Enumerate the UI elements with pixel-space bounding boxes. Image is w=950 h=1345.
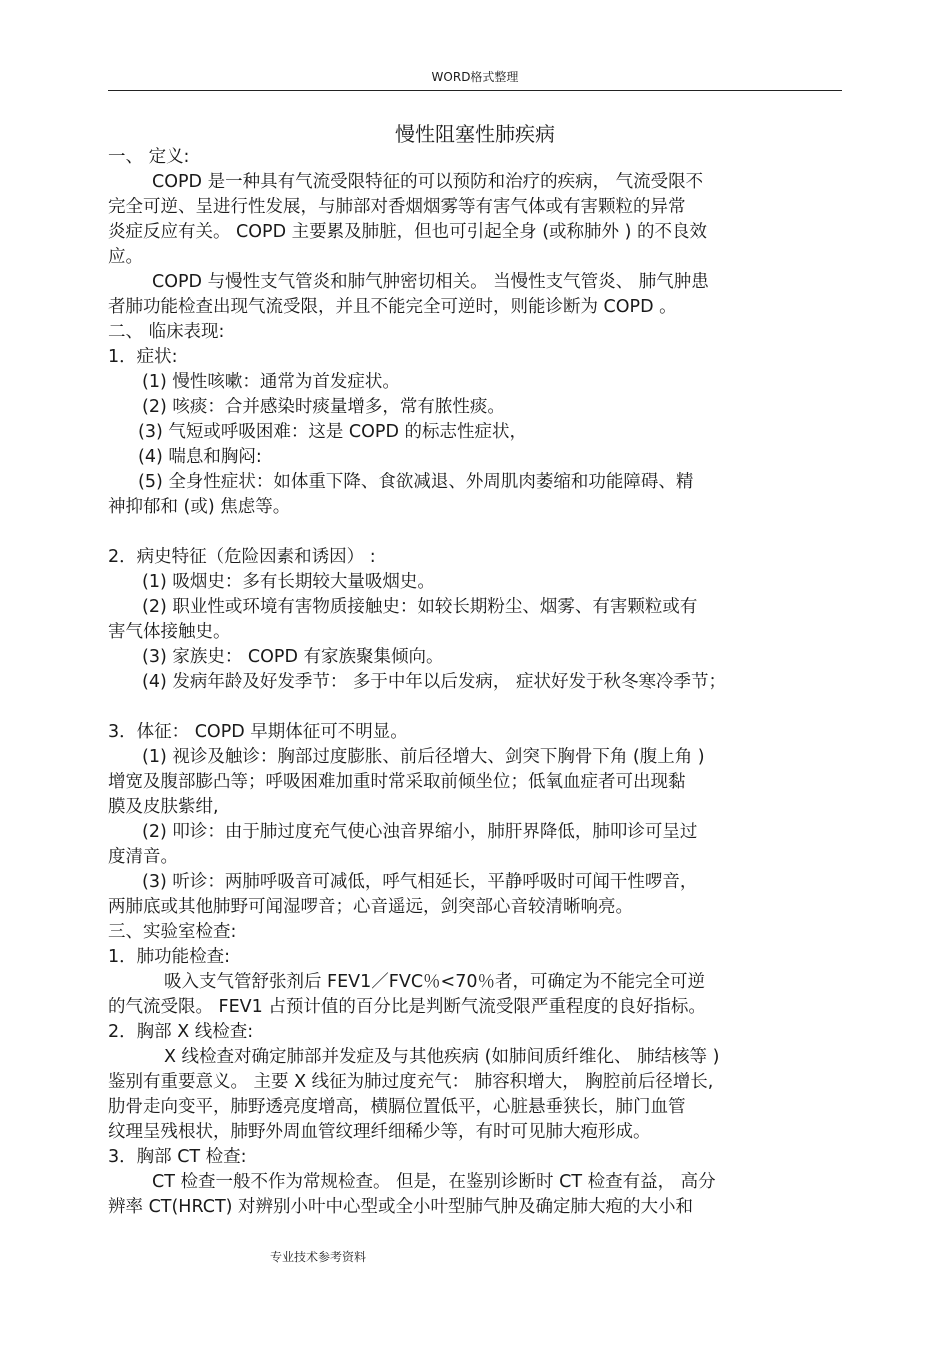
blank-line xyxy=(108,695,842,720)
text-line: 1．肺功能检查: xyxy=(108,947,231,967)
text-line: 完全可逆、呈进行性发展，与肺部对香烟烟雾等有害气体或有害颗粒的异常 xyxy=(108,197,686,217)
text-line: 3．体征： COPD 早期体征可不明显。 xyxy=(108,722,408,742)
text-line: 害气体接触史。 xyxy=(108,622,231,642)
text-line: 2．胸部 X 线检查: xyxy=(108,1022,254,1042)
text-line: 辨率 CT(HRCT) 对辨别小叶中心型或全小叶型肺气肿及确定肺大疱的大小和 xyxy=(108,1197,694,1217)
text-line: (5) 全身性症状：如体重下降、食欲减退、外周肌肉萎缩和功能障碍、精 xyxy=(138,472,694,492)
text-line: 三、实验室检查: xyxy=(108,922,237,942)
text-line: 炎症反应有关。 COPD 主要累及肺脏，但也可引起全身 (或称肺外 ) 的不良效 xyxy=(108,222,707,242)
text-line: X 线检查对确定肺部并发症及与其他疾病 (如肺间质纤维化、 肺结核等 ) xyxy=(164,1047,720,1067)
text-line: 两肺底或其他肺野可闻湿啰音；心音遥远，剑突部心音较清晰响亮。 xyxy=(108,897,633,917)
text-line: 鉴别有重要意义。 主要 X 线征为肺过度充气： 肺容积增大， 胸腔前后径增长, xyxy=(108,1072,714,1092)
text-line: 二、 临床表现: xyxy=(108,322,225,342)
text-line: CT 检查一般不作为常规检查。 但是，在鉴别诊断时 CT 检查有益， 高分 xyxy=(152,1172,716,1192)
text-line: 膜及皮肤紫绀, xyxy=(108,797,219,817)
text-line: (3) 气短或呼吸困难：这是 COPD 的标志性症状， xyxy=(138,422,527,442)
text-line: (4) 发病年龄及好发季节： 多于中年以后发病， 症状好发于秋冬寒冷季节； xyxy=(142,672,726,692)
text-line: 肋骨走向变平，肺野透亮度增高，横膈位置低平，心脏悬垂狭长，肺门血管 xyxy=(108,1097,686,1117)
text-line: 吸入支气管舒张剂后 FEV1／FVC％<70％者，可确定为不能完全可逆 xyxy=(164,972,705,992)
text-line: (2) 叩诊：由于肺过度充气使心浊音界缩小，肺肝界降低，肺叩诊可呈过 xyxy=(142,822,698,842)
document-body xyxy=(108,145,842,1220)
text-line: 应。 xyxy=(108,247,143,267)
text-line: (1) 吸烟史：多有长期较大量吸烟史。 xyxy=(142,572,435,592)
text-line: 的气流受限。 FEV1 占预计值的百分比是判断气流受限严重程度的良好指标。 xyxy=(108,997,706,1017)
text-line: COPD 与慢性支气管炎和肺气肿密切相关。 当慢性支气管炎、 肺气肿患 xyxy=(152,272,709,292)
page-footer: 专业技术参考资料 xyxy=(270,1250,367,1264)
text-line: (2) 职业性或环境有害物质接触史：如较长期粉尘、烟雾、有害颗粒或有 xyxy=(142,597,698,617)
text-line: (1) 慢性咳嗽：通常为首发症状。 xyxy=(142,372,400,392)
text-line: 增宽及腹部膨凸等；呼吸困难加重时常采取前倾坐位；低氧血症者可出现黏 xyxy=(108,772,686,792)
text-line: 者肺功能检查出现气流受限，并且不能完全可逆时，则能诊断为 COPD 。 xyxy=(108,297,677,317)
text-line: (1) 视诊及触诊：胸部过度膨胀、前后径增大、剑突下胸骨下角 (腹上角 ) xyxy=(142,747,705,767)
page-title: 慢性阻塞性肺疾病 xyxy=(395,122,555,146)
text-line: 神抑郁和 (或) 焦虑等。 xyxy=(108,497,291,517)
text-line: 纹理呈残根状，肺野外周血管纹理纤细稀少等，有时可见肺大疱形成。 xyxy=(108,1122,651,1142)
text-line: 度清音。 xyxy=(108,847,178,867)
text-line: 1．症状: xyxy=(108,347,178,367)
text-line: 3．胸部 CT 检查: xyxy=(108,1147,247,1167)
text-line: (4) 喘息和胸闷: xyxy=(138,447,262,467)
header-rule xyxy=(108,90,842,91)
text-line: 一、 定义: xyxy=(108,147,190,167)
page-header: WORD格式整理 xyxy=(431,70,519,84)
text-line: COPD 是一种具有气流受限特征的可以预防和治疗的疾病， 气流受限不 xyxy=(152,172,704,192)
text-line: 2．病史特征（危险因素和诱因） : xyxy=(108,547,376,567)
text-line: (3) 家族史： COPD 有家族聚集倾向。 xyxy=(142,647,444,667)
text-line: (3) 听诊：两肺呼吸音可减低，呼气相延长，平静呼吸时可闻干性啰音， xyxy=(142,872,698,892)
text-line: (2) 咳痰：合并感染时痰量增多，常有脓性痰。 xyxy=(142,397,505,417)
blank-line xyxy=(108,520,842,545)
